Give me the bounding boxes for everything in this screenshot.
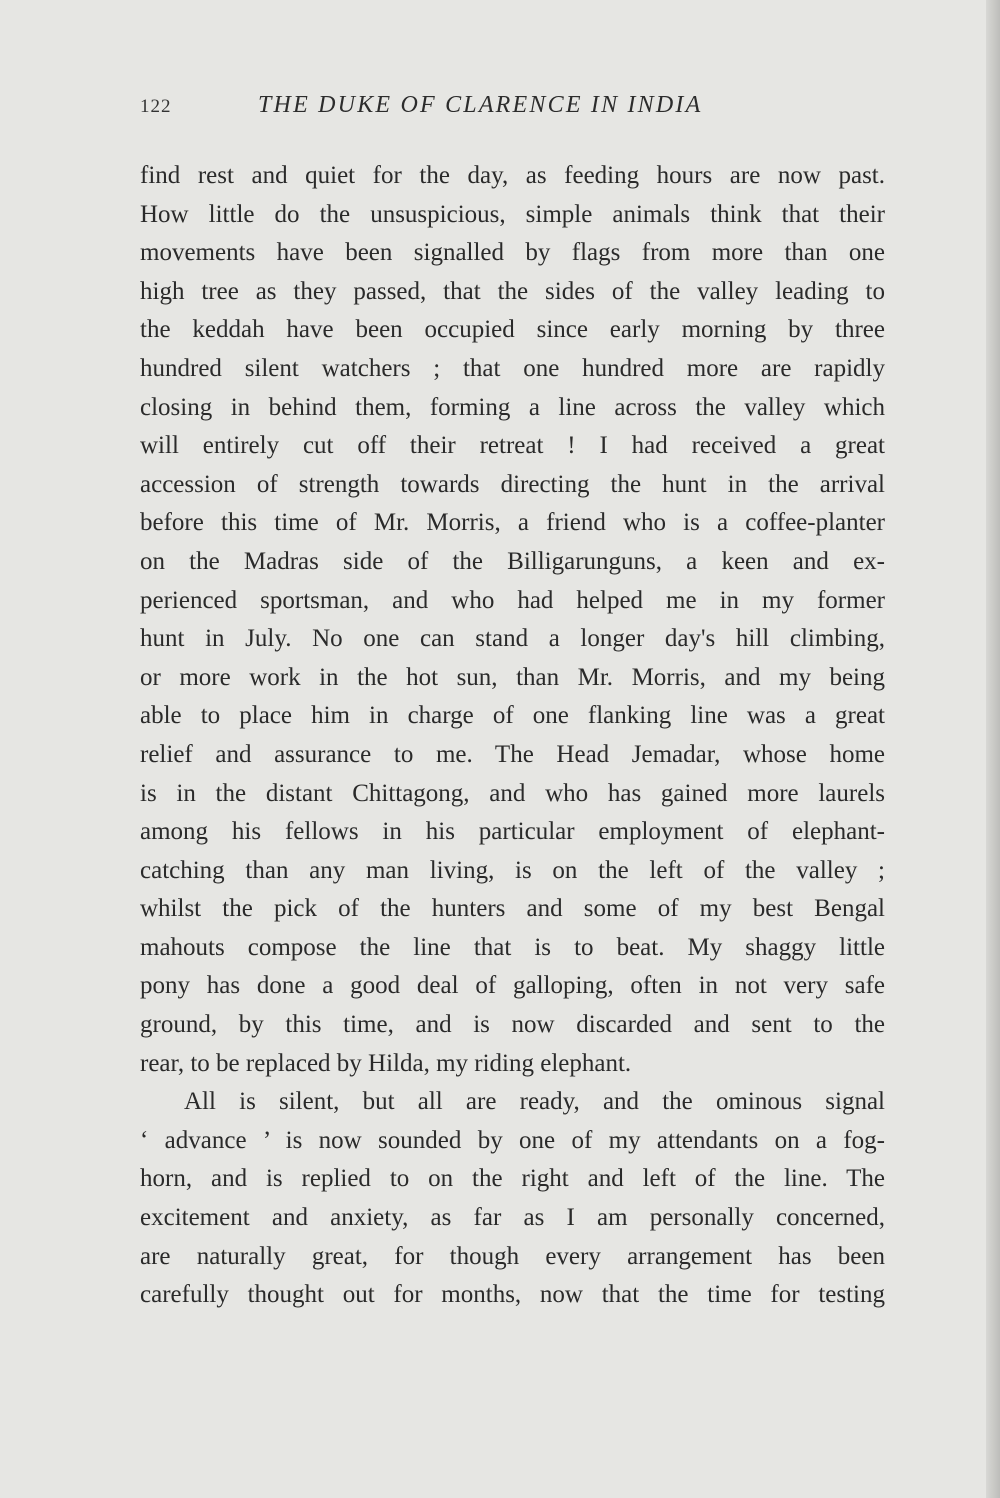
text-line: or more work in the hot sun, than Mr. Morris, and my being: [140, 663, 885, 691]
paragraph-1: [140, 157, 885, 1083]
text-line: ground, by this time, and is now discarded and sent to the: [140, 1011, 885, 1039]
page-edge-shadow: [986, 0, 1000, 1498]
text-line: whilst the pick of the hunters and some of my best Bengal: [140, 895, 885, 923]
running-head-title: THE DUKE OF CLARENCE IN INDIA: [258, 92, 703, 118]
text-line: perienced sportsman, and who had helped me in my former: [140, 586, 885, 614]
text-line: are naturally great, for though every arrangement has been: [140, 1242, 885, 1270]
text-line: high tree as they passed, that the sides of the valley leading to: [140, 277, 885, 305]
text-line: catching than any man living, is on the left of the valley ;: [140, 856, 885, 884]
text-line: excitement and anxiety, as far as I am personally concerned,: [140, 1204, 885, 1232]
text-line: horn, and is replied to on the right and left of the line. The: [140, 1165, 885, 1193]
text-line: pony has done a good deal of galloping, often in not very safe: [140, 972, 885, 1000]
text-line: ‘ advance ’ is now sounded by one of my attendants on a fog-: [140, 1126, 885, 1154]
paragraph-2: [140, 1083, 885, 1315]
text-line: mahouts compose the line that is to beat. My shaggy little: [140, 933, 885, 961]
text-line: accession of strength towards directing the hunt in the arrival: [140, 470, 885, 498]
body-text: [140, 157, 885, 1315]
text-line: on the Madras side of the Billigarunguns, a keen and ex-: [140, 547, 885, 575]
running-head: [140, 92, 885, 124]
text-line: movements have been signalled by flags from more than one: [140, 239, 885, 267]
text-line: hundred silent watchers ; that one hundred more are rapidly: [140, 354, 885, 382]
text-line: relief and assurance to me. The Head Jemadar, whose home: [140, 740, 885, 768]
page-number: 122: [140, 96, 172, 117]
text-line: find rest and quiet for the day, as feeding hours are now past.: [140, 162, 885, 189]
text-line: the keddah have been occupied since early morning by three: [140, 316, 885, 344]
text-line: able to place him in charge of one flanking line was a great: [140, 702, 885, 730]
text-line: How little do the unsuspicious, simple animals think that their: [140, 200, 885, 228]
text-line: hunt in July. No one can stand a longer day's hill climbing,: [140, 625, 885, 653]
text-line: is in the distant Chittagong, and who has gained more laurels: [140, 779, 885, 807]
text-line: rear, to be replaced by Hilda, my riding elephant.: [140, 1049, 632, 1077]
text-line: All is silent, but all are ready, and the ominous signal: [184, 1088, 885, 1116]
text-line: carefully thought out for months, now that the time for testing: [140, 1281, 885, 1309]
text-line: before this time of Mr. Morris, a friend who is a coffee-planter: [140, 509, 885, 537]
text-line: will entirely cut off their retreat ! I had received a great: [140, 432, 885, 460]
text-line: closing in behind them, forming a line across the valley which: [140, 393, 885, 421]
text-line: among his fellows in his particular employment of elephant-: [140, 818, 885, 846]
